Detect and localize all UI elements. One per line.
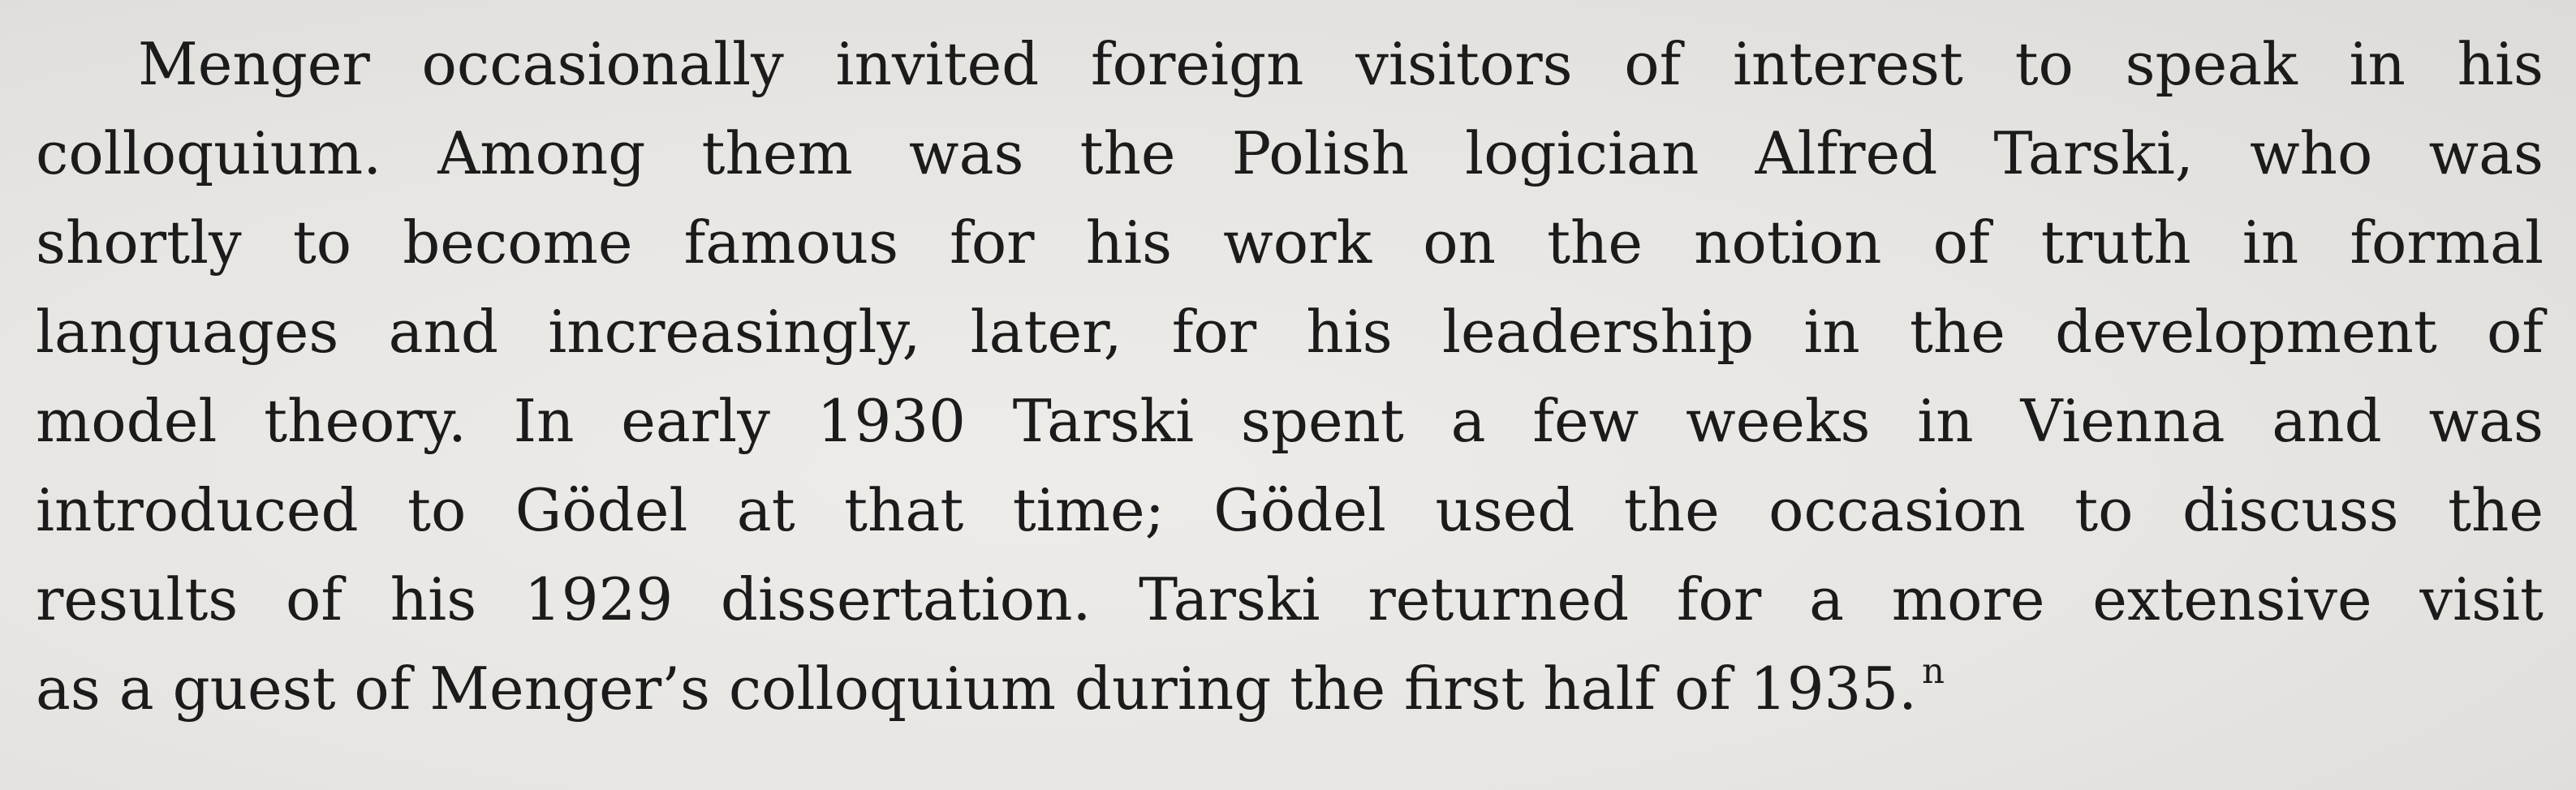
- text-line: Menger occasionally invited foreign visitors of interest to speak in his: [138, 30, 2544, 98]
- text-line: introduced to Gödel at that time; Gödel used the occasion to discuss the: [36, 476, 2544, 544]
- text-line: shortly to become famous for his work on the notion of truth in formal: [36, 208, 2544, 277]
- paragraph: [36, 19, 2544, 733]
- text-line: colloquium. Among them was the Polish logician Alfred Tarski, who was: [36, 119, 2544, 187]
- text-line-last: [36, 644, 2544, 733]
- text-line: model theory. In early 1930 Tarski spent a few weeks in Vienna and was: [36, 387, 2544, 455]
- footnote-marker: n: [1922, 650, 1945, 692]
- text-line: languages and increasingly, later, for his leadership in the development of: [36, 298, 2544, 366]
- text-line: results of his 1929 dissertation. Tarski returned for a more extensive visit: [36, 565, 2544, 633]
- text-line: as a guest of Menger’s colloquium during the first half of 1935.: [36, 655, 1918, 723]
